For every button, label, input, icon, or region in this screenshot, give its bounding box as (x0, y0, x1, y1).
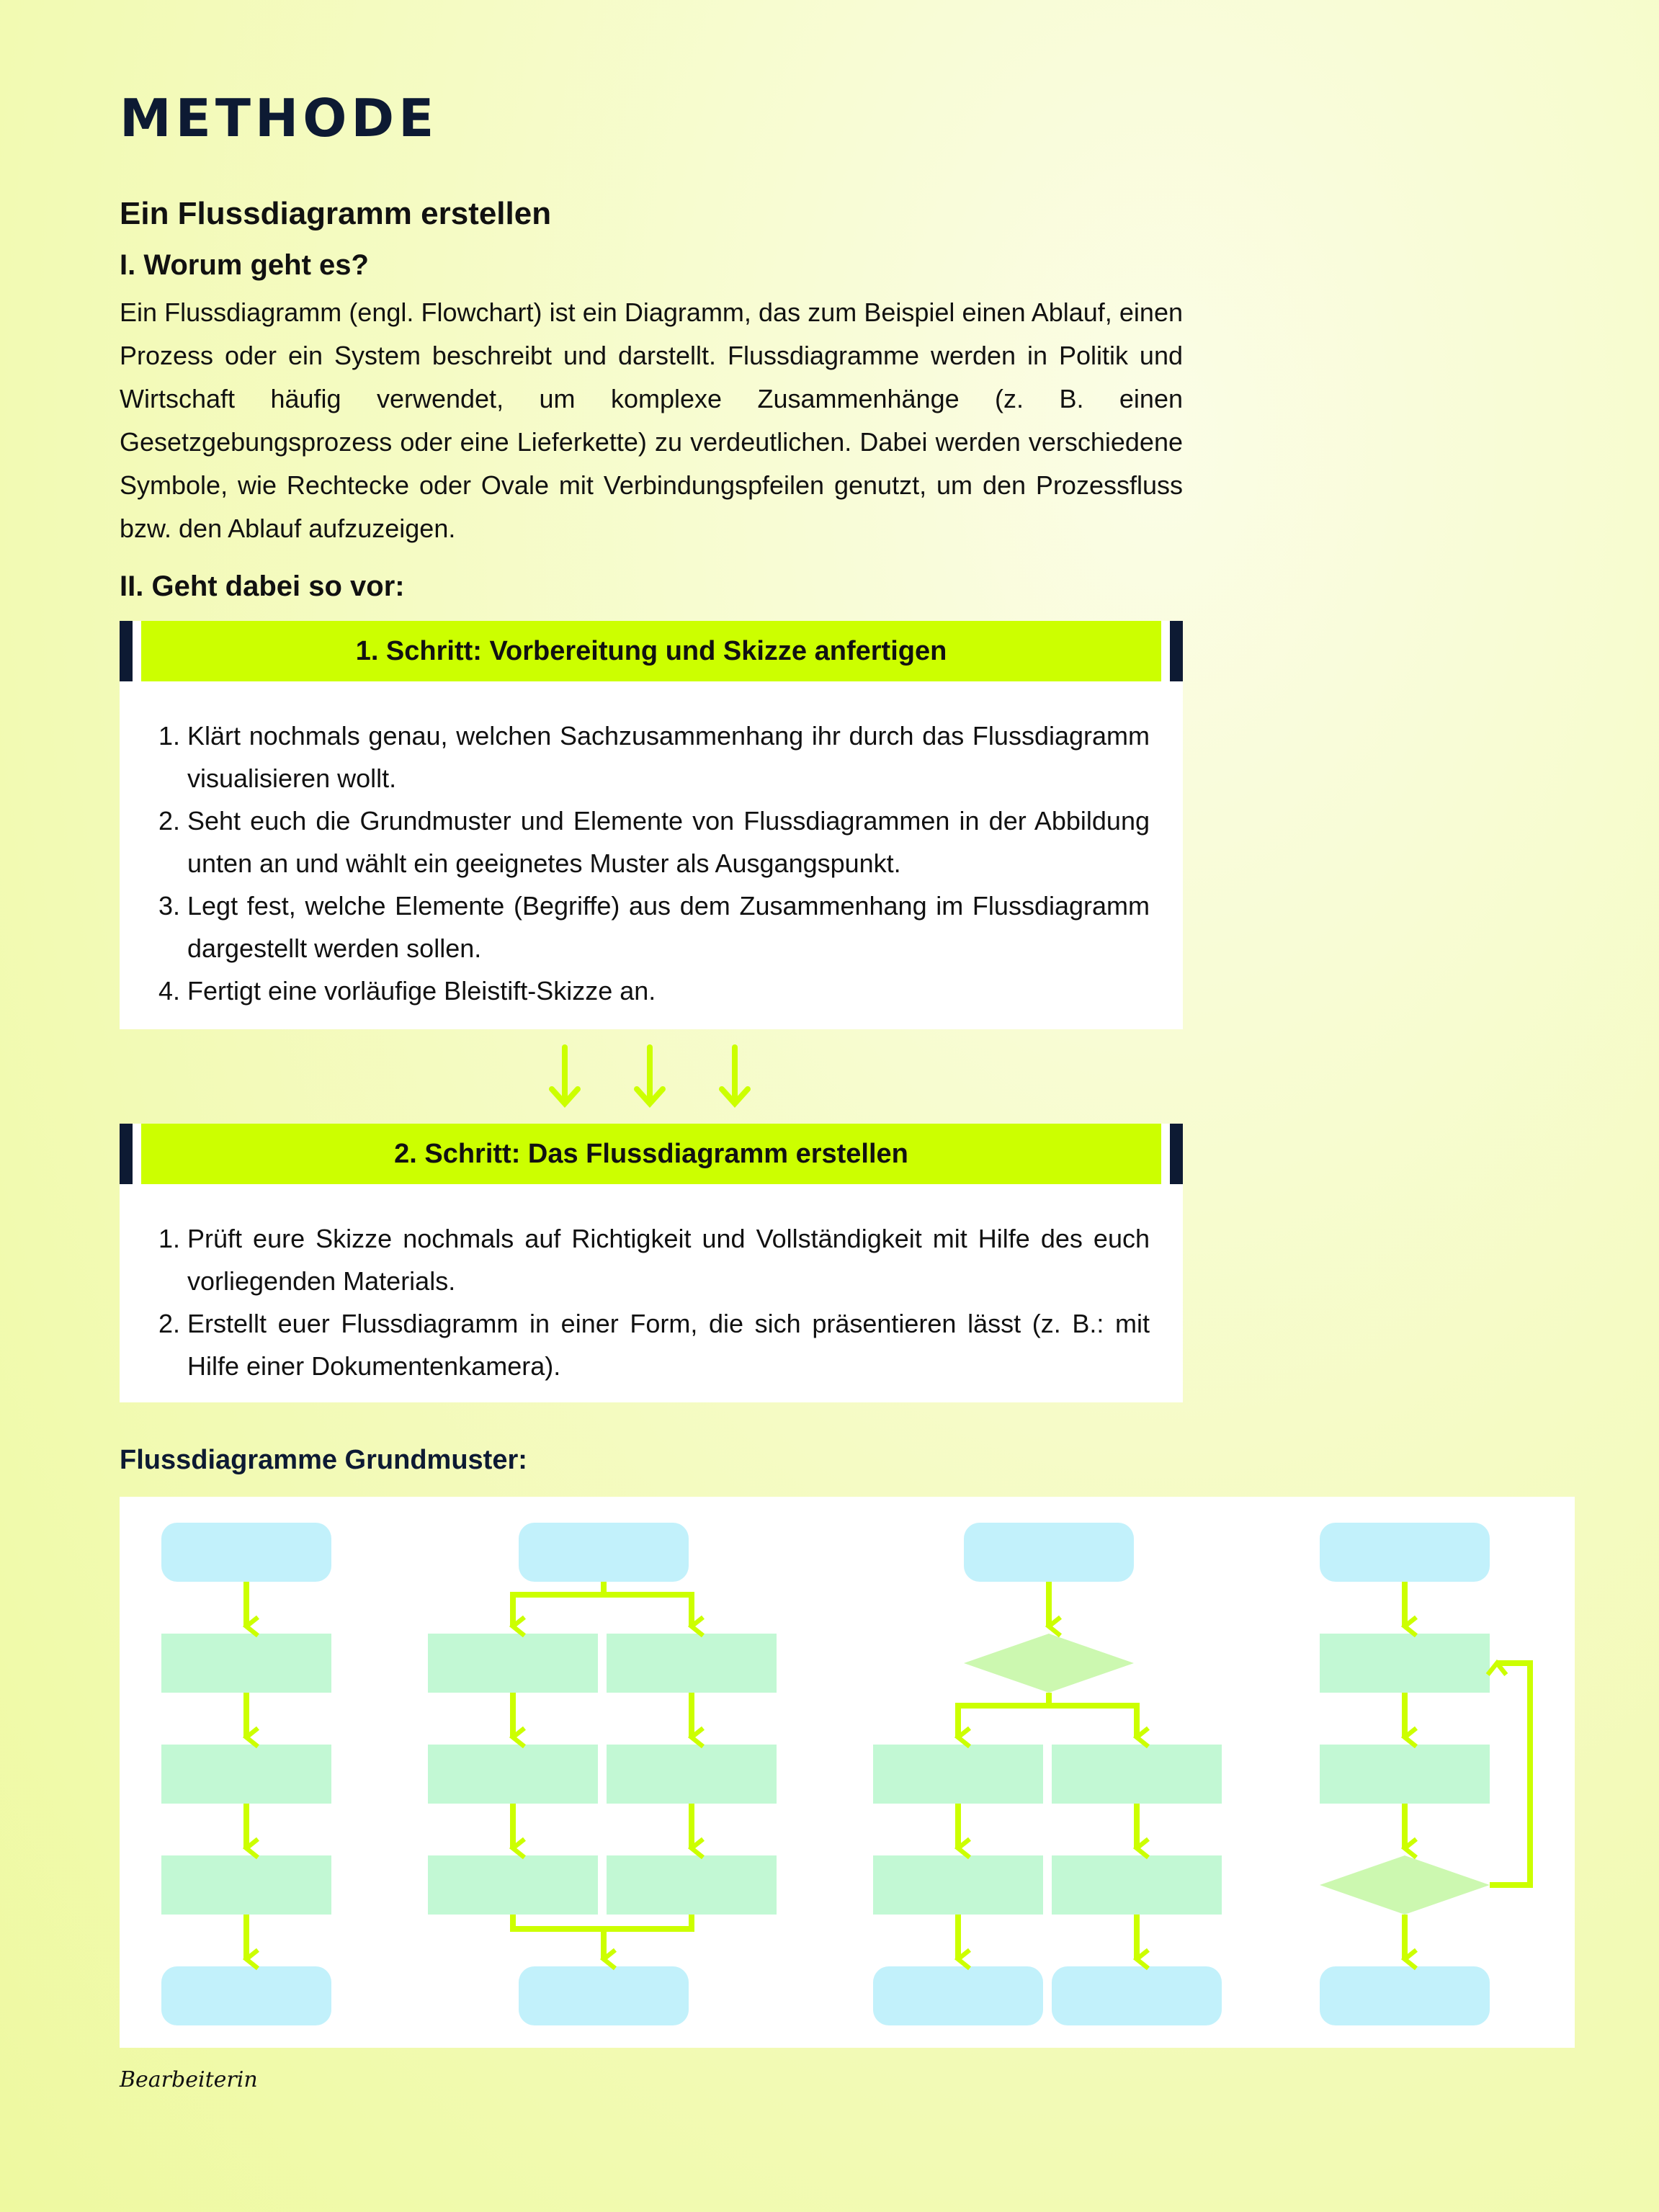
down-arrow-icon (552, 1047, 578, 1103)
intro-paragraph: Ein Flussdiagramm (engl. Flowchart) ist ein Diagramm, das zum Beispiel einen Ablauf, einen Prozess oder ein System beschreibt und darstellt. Flussdiagramme werden in Politik und Wirtschaft häufig verwendet, um komplexe Zusammenhänge (z. B. einen Gesetzgebungsprozess oder eine Lieferkette) zu verdeutlichen. Dabei werden verschiedene Symbole, wie Rechtecke oder Ovale mit Verbindungspfeilen genutzt, um den Prozessfluss bzw. den Ablauf aufzuzeigen. (120, 297, 1183, 543)
down-arrow-icon (637, 1047, 663, 1103)
section-heading-worum: I. Worum geht es? (120, 249, 369, 281)
list-item: 3. Legt fest, welche Elemente (Begriffe) aus dem Zusammenhang im Flussdiagramm dargestellt werden sollen. (187, 885, 1150, 970)
step1-title: 1. Schritt: Vorbereitung und Skizze anfertigen (141, 621, 1161, 681)
step1-list (120, 715, 1183, 1012)
section-label-methode: METHODE (120, 88, 439, 148)
terminal-shape (161, 1523, 331, 1582)
split-connector (604, 1595, 692, 1626)
pattern-linear (161, 1523, 331, 2025)
step2-header (120, 1124, 1183, 1184)
terminal-shape (519, 1523, 689, 1582)
process-shape (1320, 1634, 1490, 1693)
terminal-shape (1320, 1966, 1490, 2025)
section-heading-vorgehen: II. Geht dabei so vor: (120, 570, 405, 602)
page-title: Ein Flussdiagramm erstellen (120, 196, 552, 231)
bar-edge-right (1170, 621, 1183, 681)
terminal-shape (964, 1523, 1134, 1582)
process-shape (161, 1634, 331, 1693)
step1-panel (120, 621, 1183, 1029)
image-credit: Bearbeiterin (120, 2067, 258, 2092)
step-transition-arrows (540, 1044, 771, 1109)
pattern-loop (1320, 1523, 1530, 2025)
step2-panel (120, 1124, 1183, 1402)
merge-connector (513, 1915, 692, 1929)
split-connector (1049, 1706, 1137, 1737)
process-shape (428, 1855, 598, 1915)
pattern-parallel (428, 1523, 777, 2025)
diagram-title: Flussdiagramme Grundmuster: (120, 1445, 527, 1475)
terminal-shape (873, 1966, 1043, 2025)
process-shape (1052, 1745, 1222, 1804)
terminal-shape (1320, 1523, 1490, 1582)
step2-title: 2. Schritt: Das Flussdiagramm erstellen (141, 1124, 1161, 1184)
loop-back-connector (1490, 1663, 1530, 1885)
down-arrow-icon (722, 1047, 748, 1103)
list-item: 2. Erstellt euer Flussdiagramm in einer Form, die sich präsentieren lässt (z. B.: mit Hilfe einer Dokumentenkamera). (187, 1302, 1150, 1387)
process-shape (161, 1855, 331, 1915)
pattern-decision (873, 1523, 1222, 2025)
process-shape (1320, 1745, 1490, 1804)
terminal-shape (1052, 1966, 1222, 2025)
list-item: 1. Prüft eure Skizze nochmals auf Richtigkeit und Vollständigkeit mit Hilfe des euch vorliegenden Materials. (187, 1217, 1150, 1302)
process-shape (607, 1745, 777, 1804)
process-shape (161, 1745, 331, 1804)
flowchart-patterns-figure (120, 1497, 1575, 2048)
list-item: 4. Fertigt eine vorläufige Bleistift-Skizze an. (187, 970, 1150, 1012)
bar-edge-left (120, 621, 133, 681)
list-item: 1. Klärt nochmals genau, welchen Sachzusammenhang ihr durch das Flussdiagramm visualisieren wollt. (187, 715, 1150, 800)
process-shape (607, 1855, 777, 1915)
split-connector (513, 1582, 604, 1626)
bar-edge-left (120, 1124, 133, 1184)
process-shape (428, 1745, 598, 1804)
bar-edge-right (1170, 1124, 1183, 1184)
process-shape (873, 1745, 1043, 1804)
decision-shape (1320, 1855, 1490, 1915)
process-shape (428, 1634, 598, 1693)
step2-list (120, 1217, 1183, 1387)
split-connector (958, 1693, 1049, 1737)
list-item: 2. Seht euch die Grundmuster und Elemente von Flussdiagrammen in der Abbildung unten an und wählt ein geeignetes Muster als Ausgangspunkt. (187, 800, 1150, 885)
step1-header (120, 621, 1183, 681)
process-shape (1052, 1855, 1222, 1915)
process-shape (607, 1634, 777, 1693)
process-shape (873, 1855, 1043, 1915)
terminal-shape (519, 1966, 689, 2025)
terminal-shape (161, 1966, 331, 2025)
decision-shape (964, 1634, 1134, 1693)
